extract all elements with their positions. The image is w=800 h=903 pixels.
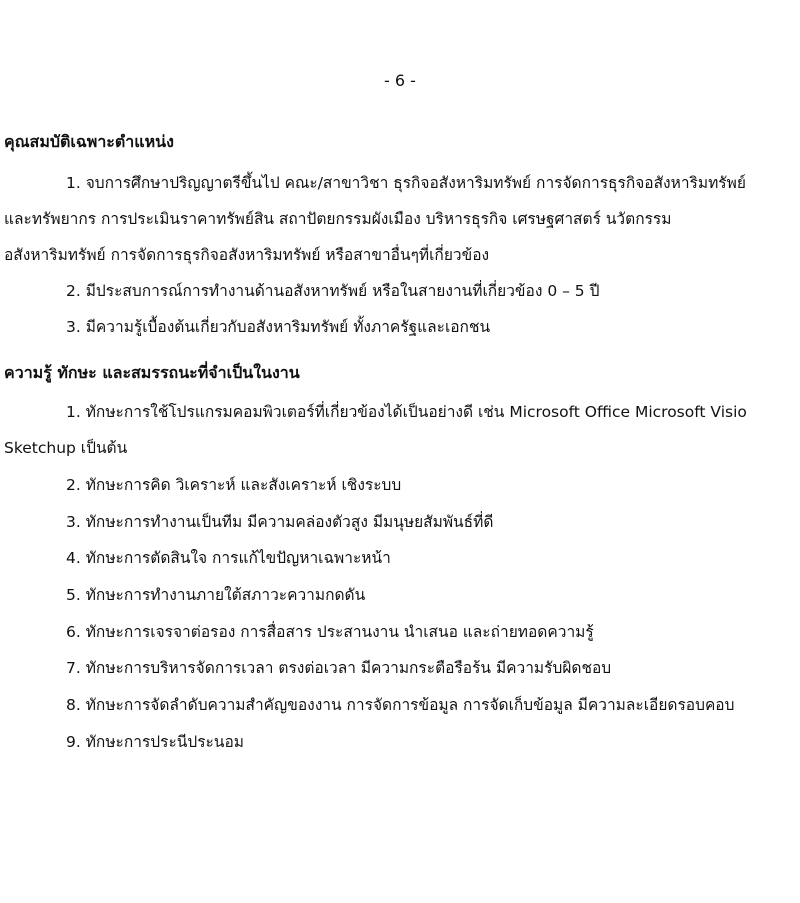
skill-item-5: 5. ทักษะการทำงานภายใต้สภาวะความกดดัน (66, 586, 366, 604)
skill-item-9: 9. ทักษะการประนีประนอม (66, 733, 244, 751)
qualification-item-1-line-1: 1. จบการศึกษาปริญญาตรีขึ้นไป คณะ/สาขาวิชา ธุรกิจอสังหาริมทรัพย์ การจัดการธุรกิจอสังหาริมทรัพย์ (66, 174, 746, 192)
qualification-item-3: 3. มีความรู้เบื้องต้นเกี่ยวกับอสังหาริมทรัพย์ ทั้งภาครัฐและเอกชน (66, 318, 491, 336)
skill-item-3: 3. ทักษะการทำงานเป็นทีม มีความคล่องตัวสูง มีมนุษยสัมพันธ์ที่ดี (66, 513, 494, 531)
skill-item-1-line-2: Sketchup เป็นต้น (4, 439, 128, 457)
skill-item-4: 4. ทักษะการตัดสินใจ การแก้ไขปัญหาเฉพาะหน้า (66, 549, 391, 567)
qualification-item-2: 2. มีประสบการณ์การทำงานด้านอสังหาทรัพย์ หรือในสายงานที่เกี่ยวข้อง 0 – 5 ปี (66, 282, 600, 300)
skill-item-1-line-1: 1. ทักษะการใช้โปรแกรมคอมพิวเตอร์ที่เกี่ยวข้องได้เป็นอย่างดี เช่น Microsoft Office Microsoft Visio (66, 403, 747, 421)
page-number: - 6 - (384, 71, 416, 90)
section-heading-skills: ความรู้ ทักษะ และสมรรถนะที่จำเป็นในงาน (4, 363, 300, 382)
skill-item-6: 6. ทักษะการเจรจาต่อรอง การสื่อสาร ประสานงาน นำเสนอ และถ่ายทอดความรู้ (66, 623, 594, 641)
skill-item-2: 2. ทักษะการคิด วิเคราะห์ และสังเคราะห์ เชิงระบบ (66, 476, 402, 494)
qualification-item-1-line-2: และทรัพยากร การประเมินราคาทรัพย์สิน สถาปัตยกรรมผังเมือง บริหารธุรกิจ เศรษฐศาสตร์ นวัตกรรม (4, 210, 672, 228)
skill-item-7: 7. ทักษะการบริหารจัดการเวลา ตรงต่อเวลา มีความกระตือรือร้น มีความรับผิดชอบ (66, 659, 612, 677)
qualification-item-1-line-3: อสังหาริมทรัพย์ การจัดการธุรกิจอสังหาริมทรัพย์ หรือสาขาอื่นๆที่เกี่ยวข้อง (4, 246, 490, 264)
skill-item-8: 8. ทักษะการจัดลำดับความสำคัญของงาน การจัดการข้อมูล การจัดเก็บข้อมูล มีความละเอียดรอบคอบ (66, 696, 735, 714)
section-heading-qualifications: คุณสมบัติเฉพาะตำแหน่ง (4, 132, 174, 151)
